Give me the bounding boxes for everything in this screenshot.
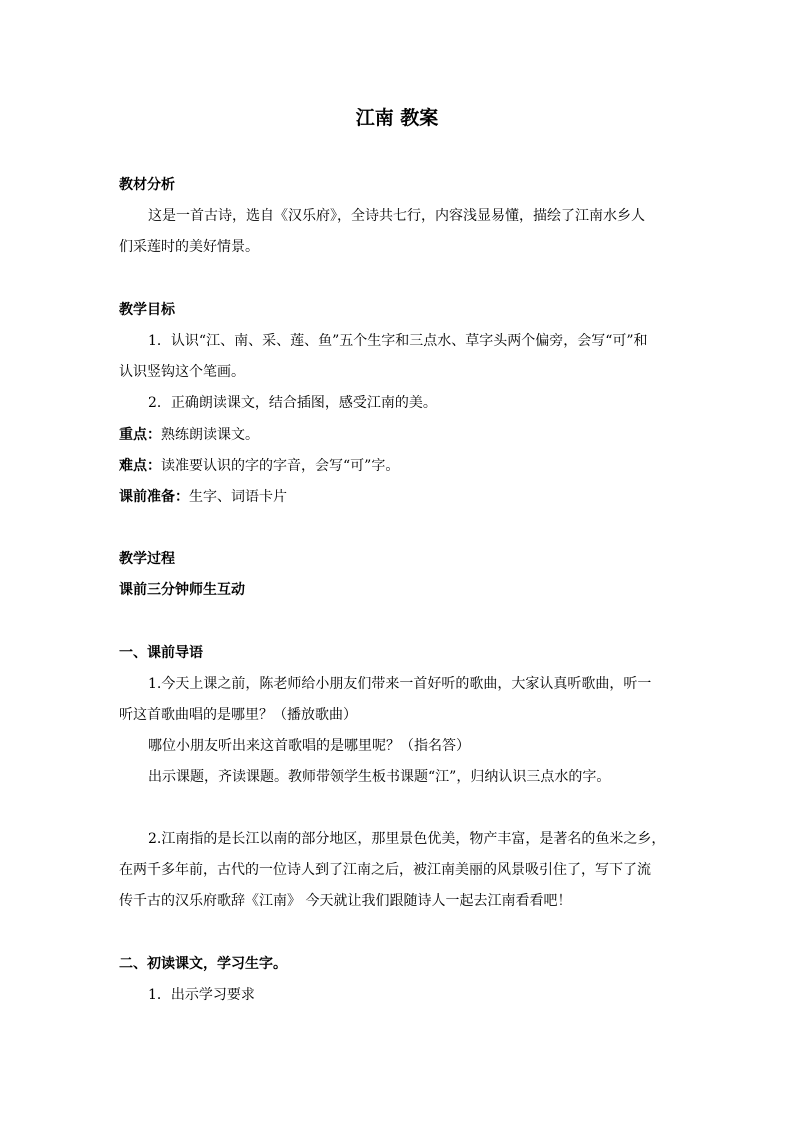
section-heading-intro: 一、课前导语 (119, 645, 203, 661)
paragraph-line: 传千古的汉乐府歌辞《江南》 今天就让我们跟随诗人一起去江南看看吧！ (119, 893, 572, 909)
section-heading-teaching-goals: 教学目标 (119, 302, 175, 318)
goal-item-1-continued: 认识竖钩这个笔画。 (119, 364, 245, 380)
paragraph-line: 1.今天上课之前，陈老师给小朋友们带来一首好听的歌曲，大家认真听歌曲，听一 (148, 676, 652, 692)
preparation-text: 生字、词语卡片 (189, 489, 287, 505)
paragraph-line: 2.江南指的是长江以南的部分地区，那里景色优美，物产丰富，是著名的鱼米之乡， (148, 831, 666, 847)
preparation-line (119, 488, 679, 506)
section-heading-textbook-analysis: 教材分析 (119, 177, 175, 193)
page-title: 江南 教案 (355, 107, 439, 129)
difficulty-text: 读准要认识的字的字音，会写“可”字。 (161, 458, 400, 474)
paragraph-line: 哪位小朋友听出来这首歌唱的是哪里呢？（指名答） (148, 738, 470, 754)
key-point-line (119, 426, 679, 444)
goal-item-2: 2．正确朗读课文，结合插图，感受江南的美。 (148, 395, 437, 411)
preparation-label: 课前准备： (119, 489, 189, 505)
difficulty-label: 难点： (119, 458, 161, 474)
paragraph-line: 们采莲时的美好情景。 (119, 239, 259, 255)
paragraph-line: 这是一首古诗，选自《汉乐府》，全诗共七行，内容浅显易懂，描绘了江南水乡人 (148, 208, 645, 224)
section-heading-teaching-process: 教学过程 (119, 551, 175, 567)
paragraph-line: 出示课题，齐读课题。教师带领学生板书课题“江”，归纳认识三点水的字。 (148, 769, 611, 785)
key-point-text: 熟练朗读课文。 (161, 427, 259, 443)
subheading-warmup: 课前三分钟师生互动 (119, 582, 245, 598)
key-point-label: 重点： (119, 427, 161, 443)
paragraph-line: 1．出示学习要求 (148, 987, 255, 1003)
section-heading-first-reading: 二、初读课文，学习生字。 (119, 956, 287, 972)
difficulty-line (119, 457, 679, 475)
paragraph-line: 听这首歌曲唱的是哪里？（播放歌曲） (119, 707, 357, 723)
goal-item-1: 1．认识“江、南、采、莲、鱼”五个生字和三点水、草字头两个偏旁，会写“可”和 (148, 333, 648, 349)
paragraph-line: 在两千多年前，古代的一位诗人到了江南之后，被江南美丽的风景吸引住了，写下了流 (119, 862, 651, 878)
